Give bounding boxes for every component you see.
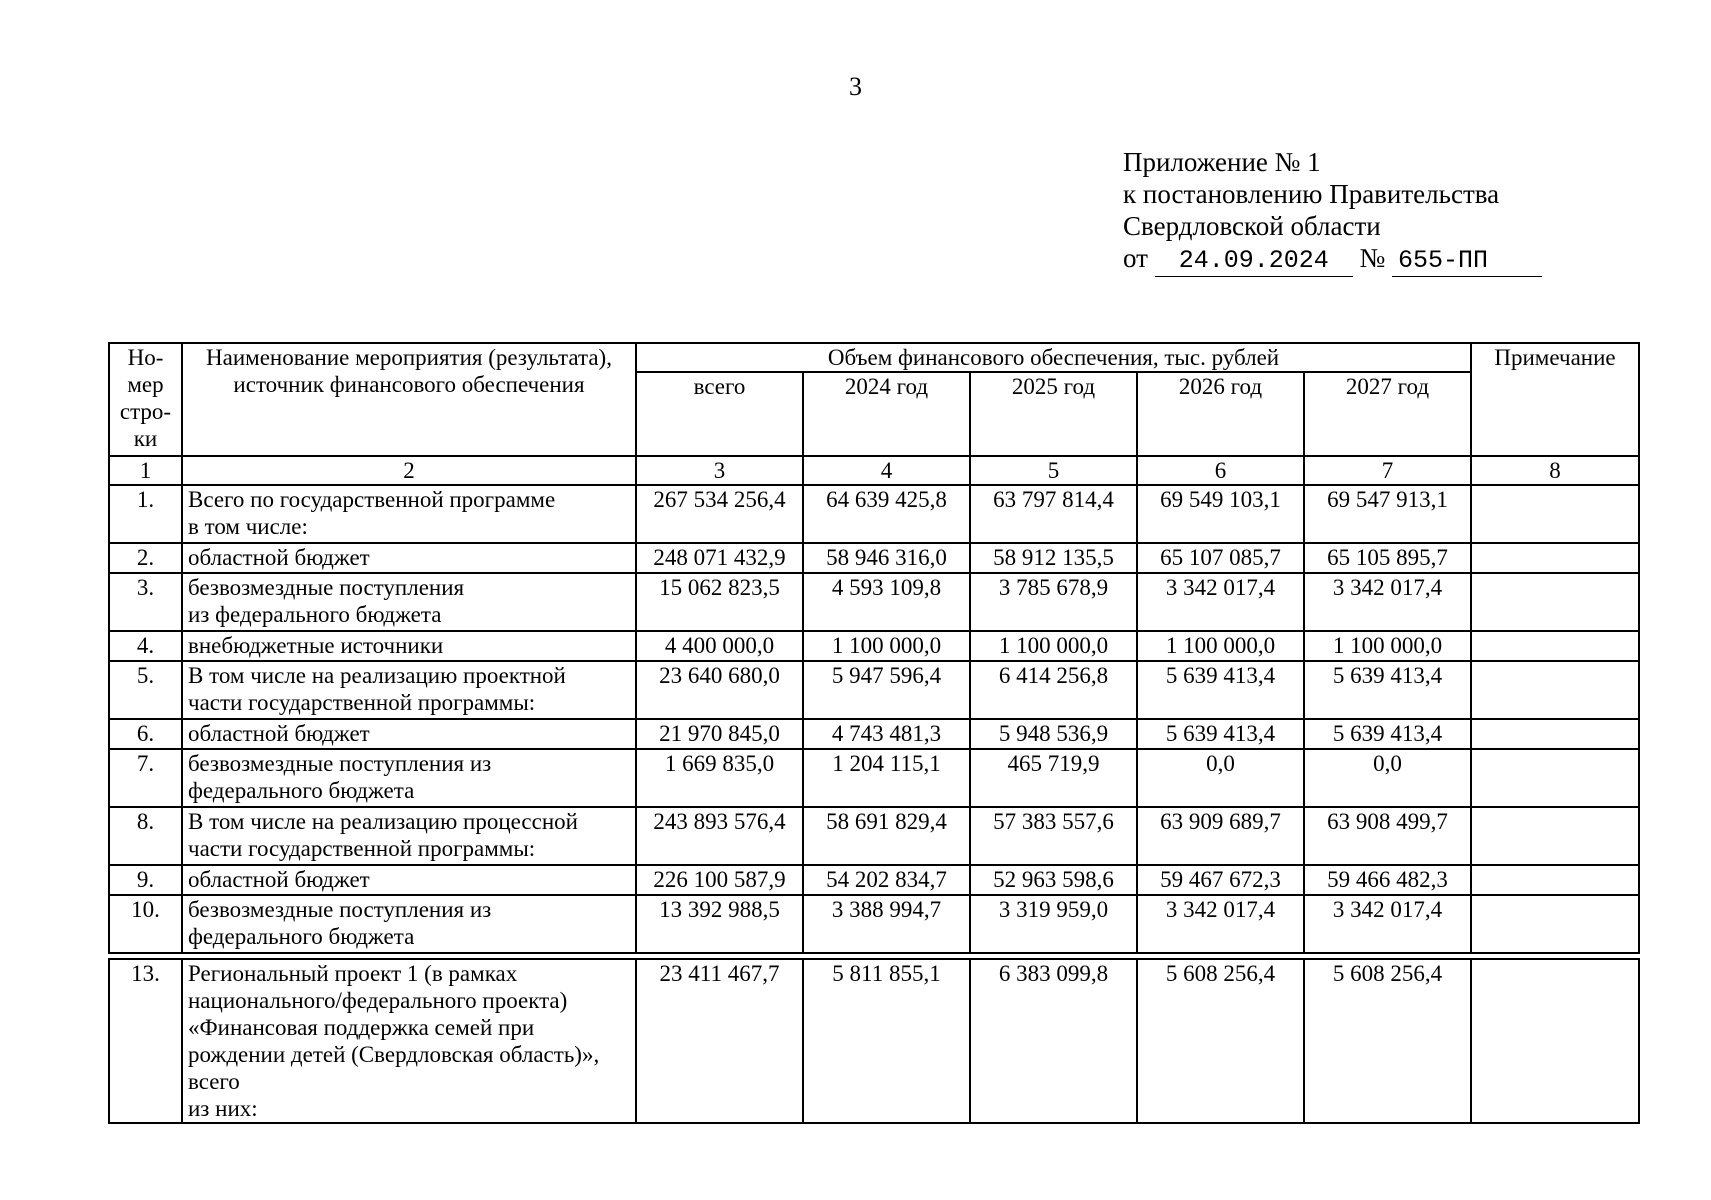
header-row-number: Но- мер стро- ки <box>109 343 182 456</box>
row-number-cell: 2. <box>109 543 182 573</box>
row-2026-cell: 59 467 672,3 <box>1137 865 1304 895</box>
row-total-cell: 243 893 576,4 <box>636 807 803 865</box>
row-name-cell: В том числе на реализацию проектной части государственной программы: <box>182 661 636 719</box>
row-2025-cell: 63 797 814,4 <box>970 485 1137 543</box>
row-number-cell: 7. <box>109 749 182 807</box>
table-row <box>109 959 1639 1123</box>
table-body <box>109 485 1639 953</box>
header-note: Примечание <box>1471 343 1639 456</box>
table-row <box>109 543 1639 573</box>
from-label: от <box>1123 243 1148 273</box>
row-2026-cell: 69 549 103,1 <box>1137 485 1304 543</box>
appendix-title: Приложение № 1 <box>1123 147 1321 177</box>
row-note-cell <box>1471 631 1639 661</box>
column-number: 7 <box>1304 456 1471 485</box>
row-name-cell: областной бюджет <box>182 719 636 749</box>
appendix-region: Свердловской области <box>1123 211 1381 241</box>
header-2027: 2027 год <box>1304 372 1471 456</box>
funding-table-continued <box>108 958 1640 1124</box>
column-number: 5 <box>970 456 1137 485</box>
row-2025-cell: 465 719,9 <box>970 749 1137 807</box>
row-2025-cell: 52 963 598,6 <box>970 865 1137 895</box>
row-number-cell: 8. <box>109 807 182 865</box>
row-total-cell: 15 062 823,5 <box>636 573 803 631</box>
row-total-cell: 4 400 000,0 <box>636 631 803 661</box>
row-2025-cell: 58 912 135,5 <box>970 543 1137 573</box>
row-total-cell: 248 071 432,9 <box>636 543 803 573</box>
table-row <box>109 661 1639 719</box>
row-total-cell: 13 392 988,5 <box>636 895 803 953</box>
table-body-continued <box>109 959 1639 1123</box>
row-total-cell: 1 669 835,0 <box>636 749 803 807</box>
row-2025-cell: 3 319 959,0 <box>970 895 1137 953</box>
column-numbers-row <box>109 456 1639 485</box>
row-2024-cell: 4 593 109,8 <box>803 573 970 631</box>
resolution-number: 655-ПП <box>1392 248 1542 277</box>
row-total-cell: 23 411 467,7 <box>636 959 803 1123</box>
row-number-cell: 9. <box>109 865 182 895</box>
row-name-cell: Региональный проект 1 (в рамках национального/федерального проекта) «Финансовая поддержка семей при рождении детей (Свердловская область)», всего из них: <box>182 959 636 1123</box>
column-number: 2 <box>182 456 636 485</box>
header-row <box>109 343 1639 372</box>
row-2027-cell: 0,0 <box>1304 749 1471 807</box>
appendix-date-line <box>1123 242 1542 277</box>
table-row <box>109 865 1639 895</box>
row-total-cell: 23 640 680,0 <box>636 661 803 719</box>
row-number-cell: 3. <box>109 573 182 631</box>
row-note-cell <box>1471 719 1639 749</box>
row-note-cell <box>1471 865 1639 895</box>
page-number: 3 <box>849 72 862 101</box>
appendix-block <box>1123 146 1542 277</box>
row-2026-cell: 5 639 413,4 <box>1137 719 1304 749</box>
column-number: 1 <box>109 456 182 485</box>
row-2026-cell: 0,0 <box>1137 749 1304 807</box>
table-row <box>109 573 1639 631</box>
header-funding-group: Объем финансового обеспечения, тыс. рублей <box>636 343 1471 372</box>
row-note-cell <box>1471 749 1639 807</box>
row-2025-cell: 6 414 256,8 <box>970 661 1137 719</box>
row-note-cell <box>1471 543 1639 573</box>
row-2024-cell: 1 204 115,1 <box>803 749 970 807</box>
row-number-cell: 6. <box>109 719 182 749</box>
row-name-cell: В том числе на реализацию процессной части государственной программы: <box>182 807 636 865</box>
column-number: 3 <box>636 456 803 485</box>
table-row <box>109 895 1639 953</box>
row-2026-cell: 1 100 000,0 <box>1137 631 1304 661</box>
row-2027-cell: 5 608 256,4 <box>1304 959 1471 1123</box>
appendix-resolution: к постановлению Правительства <box>1123 179 1500 209</box>
row-2027-cell: 59 466 482,3 <box>1304 865 1471 895</box>
row-2024-cell: 58 691 829,4 <box>803 807 970 865</box>
row-2025-cell: 3 785 678,9 <box>970 573 1137 631</box>
row-2024-cell: 5 811 855,1 <box>803 959 970 1123</box>
row-2026-cell: 63 909 689,7 <box>1137 807 1304 865</box>
row-number-cell: 1. <box>109 485 182 543</box>
row-2027-cell: 5 639 413,4 <box>1304 661 1471 719</box>
row-2026-cell: 3 342 017,4 <box>1137 895 1304 953</box>
row-2025-cell: 5 948 536,9 <box>970 719 1137 749</box>
row-2026-cell: 5 639 413,4 <box>1137 661 1304 719</box>
header-2024: 2024 год <box>803 372 970 456</box>
row-2024-cell: 54 202 834,7 <box>803 865 970 895</box>
row-note-cell <box>1471 573 1639 631</box>
row-2027-cell: 5 639 413,4 <box>1304 719 1471 749</box>
header-2025: 2025 год <box>970 372 1137 456</box>
row-2025-cell: 6 383 099,8 <box>970 959 1137 1123</box>
row-number-cell: 5. <box>109 661 182 719</box>
row-2027-cell: 69 547 913,1 <box>1304 485 1471 543</box>
row-note-cell <box>1471 661 1639 719</box>
row-total-cell: 21 970 845,0 <box>636 719 803 749</box>
header-total: всего <box>636 372 803 456</box>
row-2024-cell: 5 947 596,4 <box>803 661 970 719</box>
number-label: № <box>1359 243 1386 273</box>
table-row <box>109 807 1639 865</box>
table-row <box>109 749 1639 807</box>
row-2024-cell: 1 100 000,0 <box>803 631 970 661</box>
row-2027-cell: 3 342 017,4 <box>1304 573 1471 631</box>
row-name-cell: областной бюджет <box>182 865 636 895</box>
row-number-cell: 13. <box>109 959 182 1123</box>
header-2026: 2026 год <box>1137 372 1304 456</box>
row-number-cell: 4. <box>109 631 182 661</box>
column-number: 8 <box>1471 456 1639 485</box>
column-number: 6 <box>1137 456 1304 485</box>
row-2027-cell: 63 908 499,7 <box>1304 807 1471 865</box>
row-note-cell <box>1471 959 1639 1123</box>
row-2024-cell: 58 946 316,0 <box>803 543 970 573</box>
row-name-cell: безвозмездные поступления из федерального бюджета <box>182 749 636 807</box>
row-2024-cell: 3 388 994,7 <box>803 895 970 953</box>
row-note-cell <box>1471 895 1639 953</box>
row-2027-cell: 3 342 017,4 <box>1304 895 1471 953</box>
row-2026-cell: 65 107 085,7 <box>1137 543 1304 573</box>
table-row <box>109 631 1639 661</box>
row-2025-cell: 1 100 000,0 <box>970 631 1137 661</box>
resolution-date: 24.09.2024 <box>1155 248 1353 277</box>
row-total-cell: 226 100 587,9 <box>636 865 803 895</box>
row-name-cell: Всего по государственной программе в том числе: <box>182 485 636 543</box>
row-2024-cell: 4 743 481,3 <box>803 719 970 749</box>
header-name: Наименование мероприятия (результата), источник финансового обеспечения <box>182 343 636 456</box>
row-2026-cell: 5 608 256,4 <box>1137 959 1304 1123</box>
column-number: 4 <box>803 456 970 485</box>
row-number-cell: 10. <box>109 895 182 953</box>
row-2027-cell: 65 105 895,7 <box>1304 543 1471 573</box>
row-name-cell: безвозмездные поступления из федерального бюджета <box>182 573 636 631</box>
row-2026-cell: 3 342 017,4 <box>1137 573 1304 631</box>
row-2024-cell: 64 639 425,8 <box>803 485 970 543</box>
table-row <box>109 485 1639 543</box>
row-name-cell: безвозмездные поступления из федерального бюджета <box>182 895 636 953</box>
row-name-cell: внебюджетные источники <box>182 631 636 661</box>
row-name-cell: областной бюджет <box>182 543 636 573</box>
row-total-cell: 267 534 256,4 <box>636 485 803 543</box>
row-2027-cell: 1 100 000,0 <box>1304 631 1471 661</box>
table-row <box>109 719 1639 749</box>
funding-table <box>108 342 1640 954</box>
row-note-cell <box>1471 807 1639 865</box>
row-2025-cell: 57 383 557,6 <box>970 807 1137 865</box>
row-note-cell <box>1471 485 1639 543</box>
